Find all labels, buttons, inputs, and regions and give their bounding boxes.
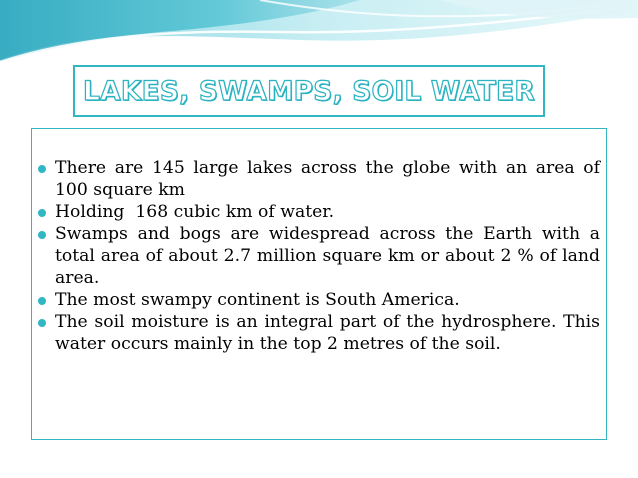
bullet-text: Holding 168 cubic km of water. bbox=[55, 202, 335, 222]
bullet-text: Swamps and bogs are widespread across the Earth with a total area of about 2.7 million square km or about 2 % of land area. bbox=[55, 224, 600, 288]
bullet-text: The soil moisture is an integral part of the hydrosphere. This water occurs mainly in the top 2 metres of the soil. bbox=[55, 312, 600, 354]
bullet-dot-icon bbox=[38, 231, 46, 239]
bullet-text: The most swampy continent is South America. bbox=[55, 290, 460, 310]
bullet-text: There are 145 large lakes across the globe with an area of 100 square km bbox=[55, 158, 600, 200]
bullet-item bbox=[32, 223, 600, 289]
slide-title: LAKES, SWAMPS, SOIL WATER bbox=[83, 75, 535, 107]
header-wave-decoration bbox=[0, 0, 638, 70]
bullet-dot-icon bbox=[38, 209, 46, 217]
content-box bbox=[31, 128, 607, 440]
bullet-item bbox=[32, 157, 600, 201]
bullet-item bbox=[32, 201, 600, 223]
bullet-list bbox=[32, 157, 600, 355]
title-box bbox=[73, 65, 545, 117]
bullet-dot-icon bbox=[38, 165, 46, 173]
bullet-dot-icon bbox=[38, 319, 46, 327]
bullet-dot-icon bbox=[38, 297, 46, 305]
bullet-item bbox=[32, 311, 600, 355]
bullet-item bbox=[32, 289, 600, 311]
